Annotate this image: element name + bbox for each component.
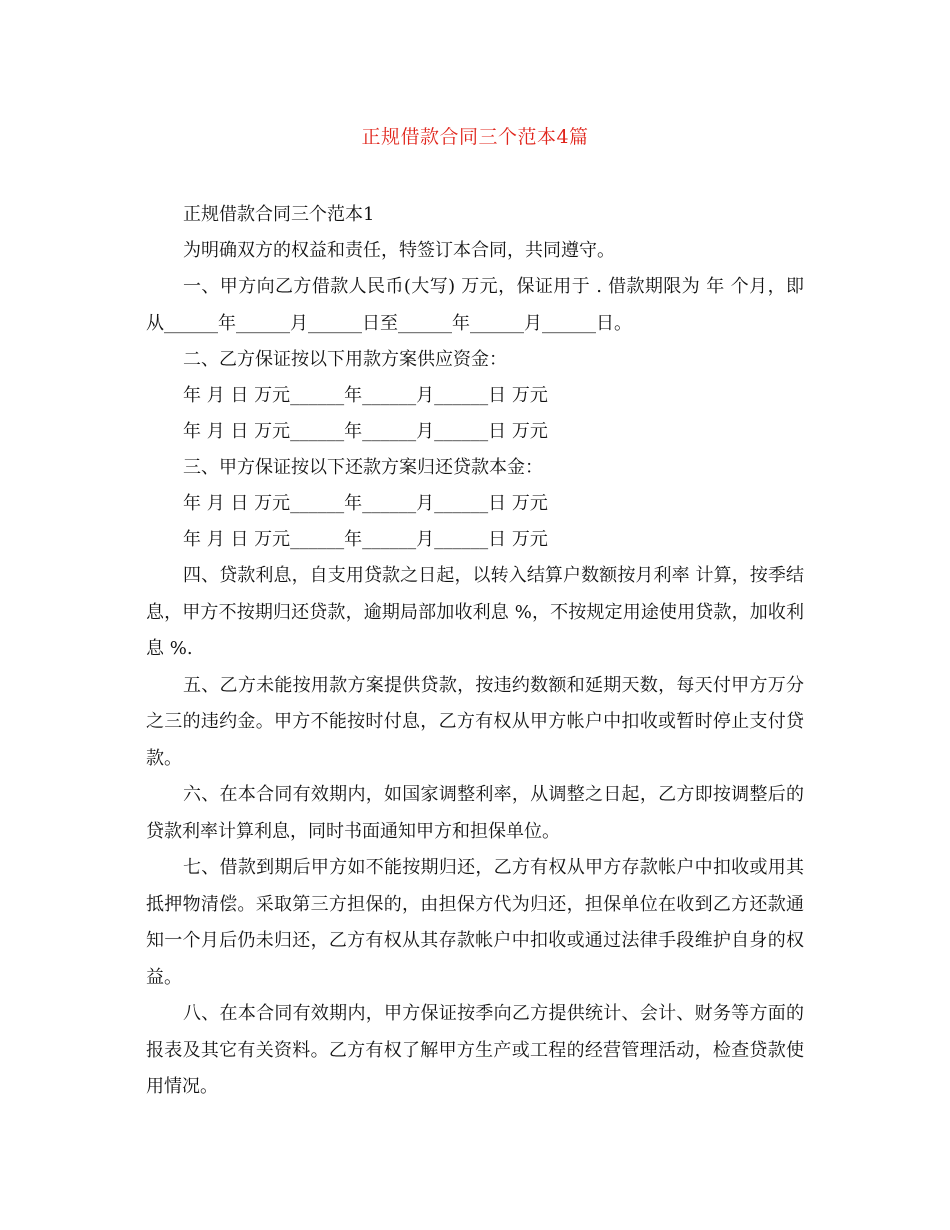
schedule-line: 年 月 日 万元______年______月______日 万元 xyxy=(183,421,548,442)
section-heading: 正规借款合同三个范本1 xyxy=(183,204,375,225)
clause-5: 五、乙方未能按用款方案提供贷款，按违约数额和延期天数，每天付甲方万分之三的违约金。甲方不能按时付息，乙方有权从甲方帐户中扣收或暂时停止支付贷款。 xyxy=(146,674,804,769)
clause-1: 一、甲方向乙方借款人民币(大写) 万元，保证用于 . 借款期限为 年 个月，即从______年______月______日至______年______月______日。 xyxy=(146,276,804,334)
schedule-line: 年 月 日 万元______年______月______日 万元 xyxy=(183,529,548,550)
clause-3-heading: 三、甲方保证按以下还款方案归还贷款本金： xyxy=(183,457,543,478)
schedule-line: 年 月 日 万元______年______月______日 万元 xyxy=(183,385,548,406)
clause-6: 六、在本合同有效期内，如国家调整利率，从调整之日起，乙方即按调整后的贷款利率计算利息，同时书面通知甲方和担保单位。 xyxy=(146,784,804,842)
clause-7: 七、借款到期后甲方如不能按期归还，乙方有权从甲方存款帐户中扣收或用其抵押物清偿。采取第三方担保的，由担保方代为归还，担保单位在收到乙方还款通知一个月后仍未归还，乙方有权从其存款帐户中扣收或通过法律手段维护自身的权益。 xyxy=(146,857,804,988)
clause-4: 四、贷款利息，自支用贷款之日起，以转入结算户数额按月利率 计算，按季结息，甲方不按期归还贷款，逾期局部加收利息 %，不按规定用途使用贷款，加收利息 %. xyxy=(146,565,804,659)
document-title: 正规借款合同三个范本4篇 xyxy=(361,126,589,148)
intro-line: 为明确双方的权益和责任，特签订本合同，共同遵守。 xyxy=(183,240,615,261)
document-body xyxy=(146,197,804,1106)
clause-8: 八、在本合同有效期内，甲方保证按季向乙方提供统计、会计、财务等方面的报表及其它有关资料。乙方有权了解甲方生产或工程的经营管理活动，检查贷款使用情况。 xyxy=(146,1003,804,1097)
clause-2-heading: 二、乙方保证按以下用款方案供应资金： xyxy=(183,349,507,370)
schedule-line: 年 月 日 万元______年______月______日 万元 xyxy=(183,493,548,514)
